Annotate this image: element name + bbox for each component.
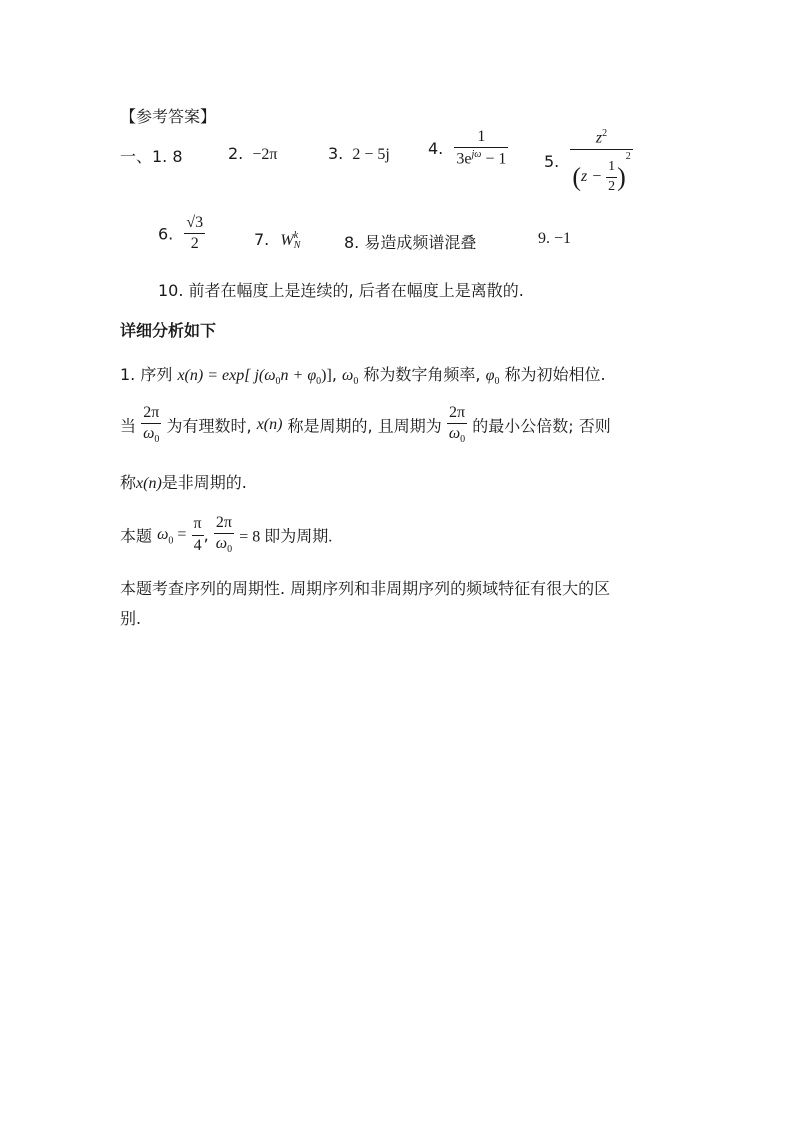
a4-den-pre: 3e bbox=[456, 150, 472, 168]
a5-half-num: 1 bbox=[606, 159, 617, 177]
l2-f1-den-sub: 0 bbox=[154, 434, 160, 446]
answer-5-denominator: (z − $\frac{1}{2}$ )$^2$ bbox=[572, 150, 631, 194]
answer-6-fraction bbox=[184, 214, 205, 254]
a5-den-sup: 2 bbox=[625, 150, 631, 162]
l2-f2-den-omega: ω bbox=[448, 425, 461, 443]
answer-3-number: 3. bbox=[328, 144, 344, 163]
answer-4-numerator: 1 bbox=[454, 128, 508, 148]
analysis-line-5: 本题考查序列的周期性. 周期序列和非周期序列的频域特征有很大的区 bbox=[120, 579, 611, 598]
a4-den-post: − 1 bbox=[481, 150, 507, 168]
analysis-line-4 bbox=[120, 514, 332, 556]
answer-6-numerator: √3 bbox=[184, 214, 205, 234]
l1-phi: φ bbox=[485, 367, 495, 384]
a5-half-den: 2 bbox=[608, 178, 616, 194]
answer-4-fraction bbox=[454, 128, 508, 169]
answer-5-number: 5. bbox=[544, 151, 560, 171]
l2-f2-den-sub: 0 bbox=[460, 434, 466, 446]
a5-den-half bbox=[606, 159, 617, 194]
answer-3 bbox=[328, 144, 390, 164]
a5-den-z: z − bbox=[581, 167, 603, 185]
answer-2-value: −2π bbox=[252, 146, 278, 163]
l4-f2-num: 2π bbox=[214, 514, 234, 534]
answer-7 bbox=[254, 230, 300, 251]
l2-f1-num: 2π bbox=[141, 404, 161, 424]
l4-f1-num: π bbox=[192, 515, 204, 535]
answer-7-number: 7. bbox=[254, 230, 270, 249]
answer-7-w: W bbox=[280, 232, 294, 249]
l4-eq: = bbox=[173, 526, 187, 544]
answer-5 bbox=[544, 128, 633, 195]
l4-f1-den: 4 bbox=[193, 536, 202, 554]
l2-f2-num: 2π bbox=[447, 404, 467, 424]
l4-f2-den-sub: 0 bbox=[227, 544, 233, 556]
l1-omega-sub: 0 bbox=[353, 376, 359, 388]
answer-2-number: 2. bbox=[228, 144, 244, 163]
answer-6 bbox=[158, 214, 205, 254]
l2-fraction-2 bbox=[447, 404, 467, 446]
l4-comma: , bbox=[203, 525, 209, 545]
l1-formula-2: n + φ bbox=[280, 367, 317, 384]
l1-text: 称为数字角频率, bbox=[358, 365, 486, 384]
l2-d: 称是周期的, 且周期为 bbox=[287, 416, 442, 436]
l1-sub2: 0 bbox=[316, 376, 322, 388]
l1-text-2: 称为初始相位. bbox=[499, 365, 606, 384]
l1-phi-sub: 0 bbox=[494, 376, 500, 388]
answer-9: 9. −1 bbox=[538, 230, 572, 247]
answers-header: 【参考答案】 bbox=[120, 107, 217, 126]
l3-a: 称 bbox=[120, 473, 137, 492]
l2-fraction-1 bbox=[141, 404, 161, 446]
l4-fraction-1 bbox=[192, 515, 204, 555]
l3-xn: x(n) bbox=[136, 475, 162, 492]
l4-omega: ω bbox=[157, 526, 169, 544]
l1-comma: , bbox=[331, 365, 337, 384]
l4-a: 本题 bbox=[120, 526, 153, 546]
l1-formula-3: )] bbox=[321, 367, 332, 384]
l1-a: 1. 序列 bbox=[120, 365, 173, 384]
l2-b: 为有理数时, bbox=[166, 416, 257, 436]
l2-e: 的最小公倍数; 否则 bbox=[472, 416, 611, 436]
analysis-title: 详细分析如下 bbox=[120, 321, 217, 340]
answer-4 bbox=[428, 128, 508, 169]
a5-num-base: z bbox=[595, 129, 603, 147]
analysis-line-6: 别. bbox=[120, 609, 142, 628]
l4-f2-den-omega: ω bbox=[215, 535, 228, 553]
answer-7-sub: N bbox=[293, 239, 301, 251]
answer-3-value: 2 − 5j bbox=[352, 146, 390, 163]
l4-omega-sub: 0 bbox=[168, 535, 174, 547]
a5-num-sup: 2 bbox=[602, 128, 608, 139]
l4-fraction-2 bbox=[214, 514, 234, 556]
l2-f1-den-omega: ω bbox=[143, 425, 155, 443]
l2-f2-den bbox=[447, 424, 467, 446]
answer-5-fraction bbox=[570, 128, 632, 195]
answer-4-denominator bbox=[454, 148, 508, 169]
analysis-line-1 bbox=[120, 362, 606, 387]
answer-2 bbox=[228, 144, 277, 164]
answer-1: 一、1. 8 bbox=[120, 147, 183, 166]
analysis-line-3 bbox=[120, 470, 247, 493]
analysis-line-2 bbox=[120, 404, 611, 446]
answer-7-sup: k bbox=[293, 229, 299, 241]
answer-5-numerator bbox=[570, 128, 632, 150]
l3-c: 是非周期的. bbox=[161, 473, 247, 492]
answer-8: 8. 易造成频谱混叠 bbox=[344, 233, 477, 252]
l1-omega: ω bbox=[342, 367, 354, 384]
l2-a: 当 bbox=[120, 416, 137, 436]
answer-10: 10. 前者在幅度上是连续的, 后者在幅度上是离散的. bbox=[158, 281, 524, 300]
a4-den-sup: jω bbox=[471, 149, 482, 161]
l2-f1-den bbox=[141, 424, 161, 446]
l1-formula: x(n) = exp[ j(ω bbox=[177, 367, 276, 384]
l4-f2-den bbox=[214, 534, 234, 556]
l1-sub1: 0 bbox=[275, 376, 281, 388]
answer-4-number: 4. bbox=[428, 139, 444, 159]
answer-6-number: 6. bbox=[158, 224, 174, 244]
answer-6-denominator: 2 bbox=[190, 235, 199, 253]
l4-e: = 8 即为周期. bbox=[239, 528, 333, 546]
l2-xn: x(n) bbox=[256, 416, 283, 434]
